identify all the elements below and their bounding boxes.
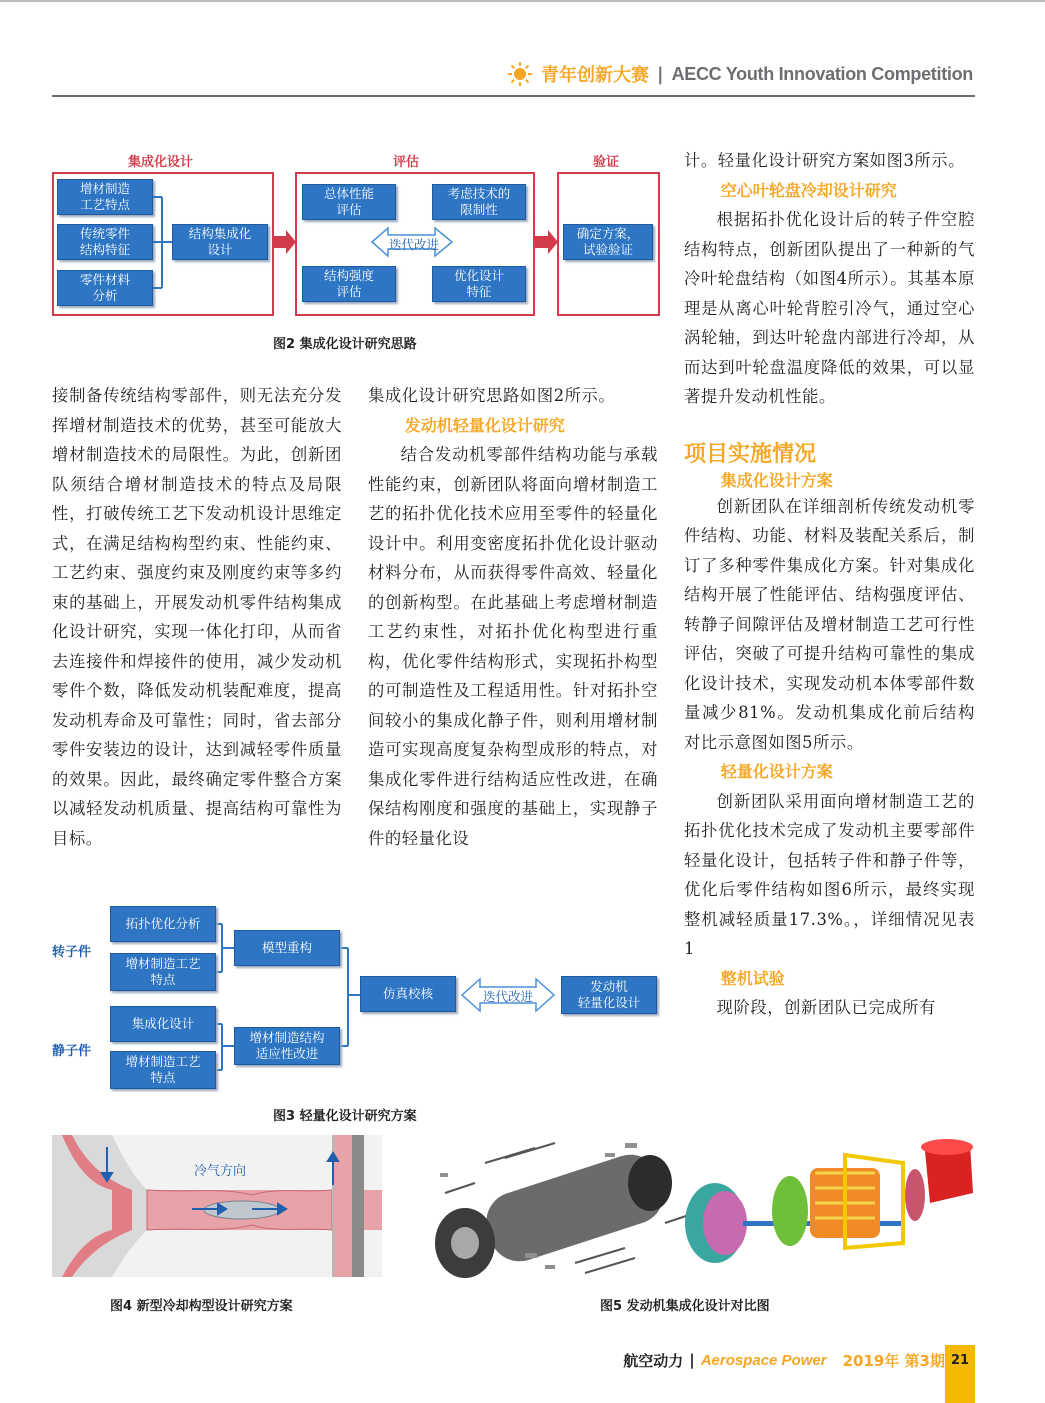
footer-issue: 2019年 第3期 xyxy=(842,1351,945,1370)
col3-paragraph: 创新团队在详细剖析传统发动机零件结构、功能、材料及装配关系后，制订了多种零件集成化方案。针对集成化结构开展了性能评估、结构强度评估、转静子间隙评估及增材制造工艺可行性评估，突破了可提升结构可靠性的集成化设计技术，实现发动机本体零部件数量减少81%。发动机集成化前后结构对比示意图如图5所示。 xyxy=(684,496,975,752)
top-border xyxy=(0,0,1045,2)
fig2-box: 考虑技术的 限制性 xyxy=(432,184,526,220)
header-separator: | xyxy=(657,63,664,85)
fig3-box-sim: 仿真校核 xyxy=(360,976,456,1012)
col2-paragraph: 结合发动机零部件结构功能与承载性能约束，创新团队将面向增材制造工艺的拓扑优化技术应用至零件的轻量化设计中。利用变密度拓扑优化设计驱动材料分布，从而获得零件高效、轻量化的创新构型。在此基础上考虑增材制造工艺约束性，对拓扑优化构型进行重构，优化零件结构形式，实现拓扑构型的可制造性及工程适用性。针对拓扑空间较小的集成化静子件，则利用增材制造可实现高度复杂构型成形的特点，对集成化零件进行结构适应性改进，在确保结构刚度和强度的基础上，实现静子件的轻量化设 xyxy=(368,445,658,848)
fig2-box: 结构强度 评估 xyxy=(302,266,396,302)
header-rule xyxy=(52,95,975,97)
fig3-box-adapt: 增材制造结构 适应性改进 xyxy=(234,1027,340,1065)
fig3-box: 增材制造工艺 特点 xyxy=(110,953,216,991)
fig4-flow-label: 冷气方向 xyxy=(194,1164,247,1179)
fig2-box: 优化设计 特征 xyxy=(432,266,526,302)
footer-journal-en: Aerospace Power xyxy=(700,1351,827,1369)
footer-journal-cn: 航空动力 xyxy=(623,1351,684,1370)
page-footer xyxy=(623,1349,945,1371)
col3-paragraph: 根据拓扑优化设计后的转子件空腔结构特点，创新团队提出了一种新的气冷叶轮盘结构（如图4所示）。其基本原理是从离心叶轮背腔引冷气，通过空心涡轮轴，到达叶轮盘内部进行冷却，从而达到叶轮盘温度降低的效果，可以显著提升发动机性能。 xyxy=(684,210,975,406)
fig2-box: 总体性能 评估 xyxy=(302,184,396,220)
fig2-connectors xyxy=(52,172,662,318)
header-title-en: AECC Youth Innovation Competition xyxy=(671,63,973,84)
fig3-box-light: 发动机 轻量化设计 xyxy=(561,976,657,1014)
col3-lead: 计。轻量化设计研究方案如图3所示。 xyxy=(684,151,966,170)
page-number: 21 xyxy=(945,1345,975,1403)
fig2-box-verify: 确定方案， 试验验证 xyxy=(563,224,653,260)
fig2-box: 传统零件 结构特征 xyxy=(57,224,153,260)
col3-subheading: 整机试验 xyxy=(720,968,785,988)
fig5-integrated-engine xyxy=(685,1139,973,1263)
fig3-iterate-label: 迭代改进 xyxy=(482,989,533,1004)
fig2-stage-label: 验证 xyxy=(593,155,620,170)
fig5-caption: 图5 发动机集成化设计对比图 xyxy=(600,1299,770,1314)
section-heading: 项目实施情况 xyxy=(684,441,817,467)
fig3-box: 集成化设计 xyxy=(110,1006,216,1042)
col2-subheading: 发动机轻量化设计研究 xyxy=(404,415,565,435)
fig3-box-topology: 拓扑优化分析 xyxy=(110,906,216,942)
fig3-stator-label: 静子件 xyxy=(52,1044,92,1059)
fig2-iterate-label: 迭代改进 xyxy=(388,237,439,252)
sun-logo-icon xyxy=(507,61,533,87)
col3-paragraph: 现阶段，创新团队已完成所有 xyxy=(716,998,937,1017)
fig3-rotor-label: 转子件 xyxy=(52,945,92,960)
column-3 xyxy=(684,146,975,1023)
column-2 xyxy=(368,381,658,853)
col3-subheading: 轻量化设计方案 xyxy=(720,762,833,781)
col1-paragraph: 接制备传统结构零部件，则无法充分发挥增材制造技术的优势，甚至可能放大增材制造技术的局限性。为此，创新团队须结合增材制造技术的特点及局限性，打破传统工艺下发动机设计思维定式，在满足结构构型约束、性能约束、工艺约束、强度约束及刚度约束等多约束的基础上，开展发动机零件结构集成化设计研究，实现一体化打印，从而省去连接件和焊接件的使用，减少发动机零件个数，降低发动机装配难度，提高发动机寿命及可靠性；同时，省去部分零件安装边的设计，达到减轻零件质量的效果。因此，最终确定零件整合方案以减轻发动机质量、提高结构可靠性为目标。 xyxy=(52,386,342,848)
col3-subheading: 集成化设计方案 xyxy=(720,470,833,490)
page-header xyxy=(507,60,973,88)
fig4-cooling-diagram xyxy=(52,1135,382,1277)
fig2-box: 增材制造 工艺特点 xyxy=(57,179,153,215)
fig5-exploded-engine xyxy=(435,1143,695,1278)
fig3-box: 增材制造工艺 特点 xyxy=(110,1051,216,1089)
fig4-caption: 图4 新型冷却构型设计研究方案 xyxy=(110,1299,293,1314)
fig2-caption: 图2 集成化设计研究思路 xyxy=(273,337,417,352)
fig2-box-integration: 结构集成化 设计 xyxy=(172,224,268,260)
col3-paragraph: 创新团队采用面向增材制造工艺的拓扑优化技术完成了发动机主要零部件轻量化设计，包括转子件和静子件等，优化后零件结构如图6所示，最终实现整机减轻质量17.3%。，详细情况见表1 xyxy=(684,791,975,958)
header-title-cn: 青年创新大赛 xyxy=(541,65,649,86)
fig3-box-model: 模型重构 xyxy=(234,930,340,966)
footer-separator: | xyxy=(689,1351,695,1369)
column-1 xyxy=(52,381,342,853)
col2-lead: 集成化设计研究思路如图2所示。 xyxy=(368,386,616,405)
col3-subheading: 空心叶轮盘冷却设计研究 xyxy=(720,180,897,200)
fig2-box: 零件材料 分析 xyxy=(57,270,153,306)
fig2-stage-label: 集成化设计 xyxy=(128,155,194,170)
fig5-engine-comparison xyxy=(425,1133,981,1283)
fig3-caption: 图3 轻量化设计研究方案 xyxy=(273,1109,417,1124)
fig2-stage-label: 评估 xyxy=(393,155,420,170)
